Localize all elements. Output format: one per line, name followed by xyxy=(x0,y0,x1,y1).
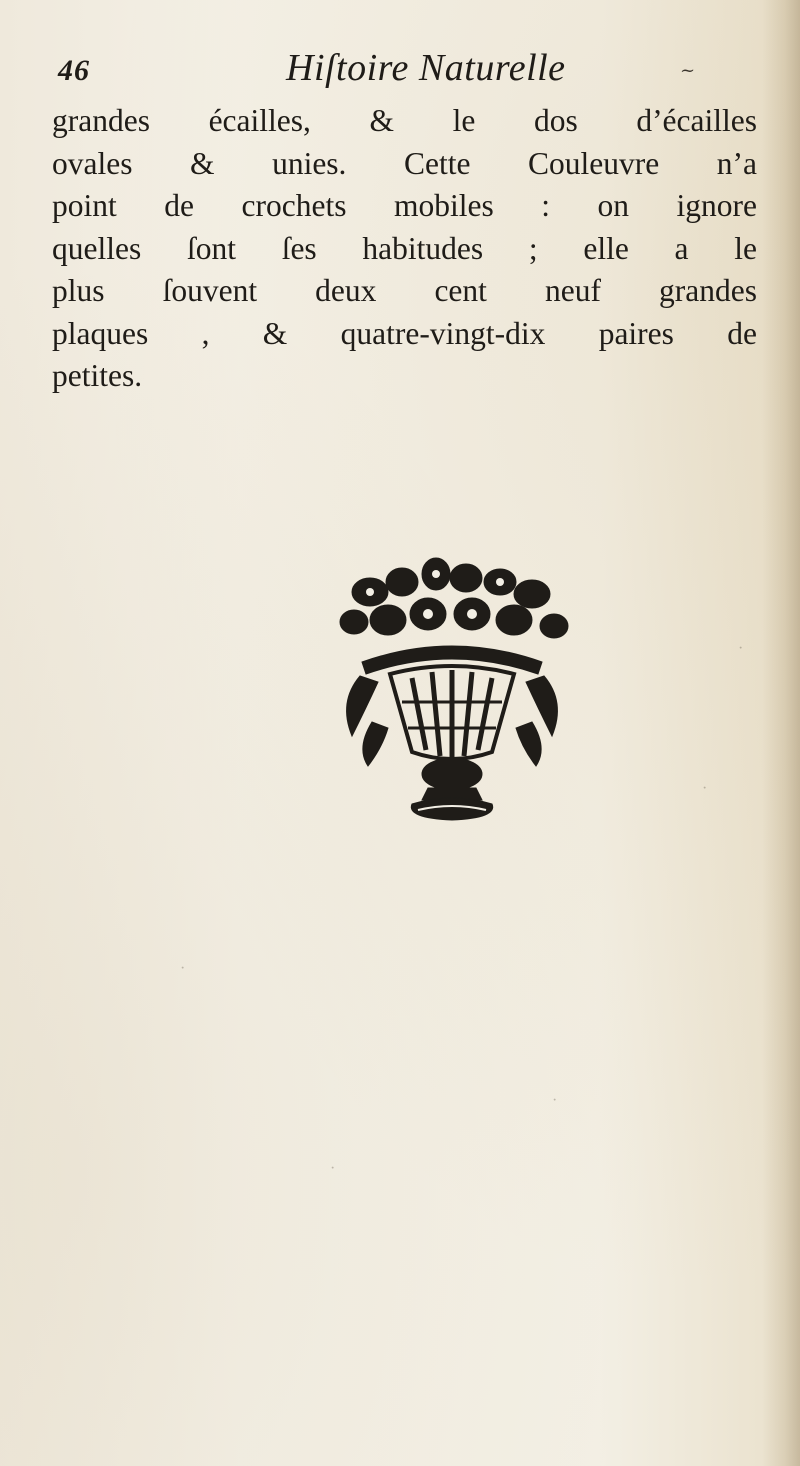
paper-speck: · xyxy=(180,960,186,977)
text-line: plus ſouvent deux cent neuf grandes xyxy=(52,273,757,308)
text-line: quelles ſont ſes habitudes ; elle a le xyxy=(52,230,757,266)
paper-speck: · xyxy=(552,1092,558,1109)
text-line: petites. xyxy=(52,358,143,393)
page-number: 46 xyxy=(58,54,90,87)
body-text xyxy=(52,100,757,398)
header-mark: ~ xyxy=(680,60,696,81)
running-title: Hiſtoire Naturelle xyxy=(286,47,566,89)
text-line: grandes écailles, & le dos d’écailles xyxy=(52,103,757,138)
page-edge-shadow xyxy=(762,0,800,1466)
running-head xyxy=(58,40,698,100)
paper-speck: · xyxy=(738,640,744,657)
text-line: plaques , & quatre-vingt-dix paires de xyxy=(52,315,757,351)
flower-basket-vignette-icon xyxy=(332,552,572,828)
paper-speck: · xyxy=(330,1160,336,1177)
paper-speck: · xyxy=(702,780,708,797)
text-line: ovales & unies. Cette Couleuvre n’a xyxy=(52,145,757,181)
text-line: point de crochets mobiles : on ignore xyxy=(52,188,757,223)
